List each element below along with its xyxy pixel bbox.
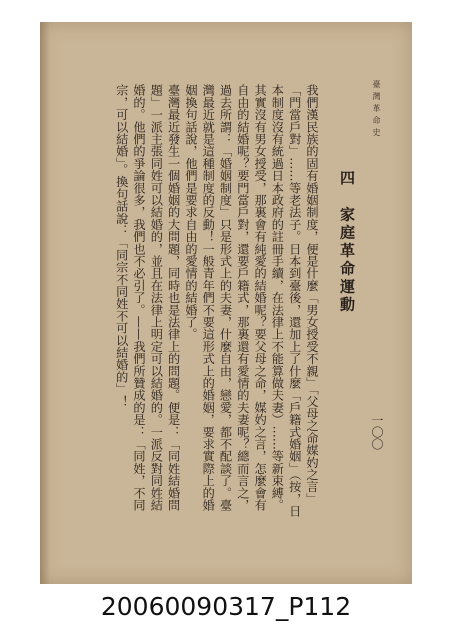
- page-number: 一〇〇: [370, 414, 384, 450]
- section-title: 家庭革命運動: [338, 206, 356, 315]
- book-page: [40, 22, 412, 584]
- section-number: 四: [338, 170, 356, 188]
- paragraph-same-surname-marriage: 臺灣最近發生一個婚姻的大問題，同時也是法律上的問題。便是：「同姓結婚問題」一派主張同姓可以結婚的，並且在法律上明定可以結婚的。一派反對同姓結婚的。他們的爭論很多，我們也不必引了。——我們所贊成的是：「同姓，不同宗，可以結婚」。換句話說：「同宗不同姓不可以結婚的」！: [114, 84, 181, 511]
- image-caption: 20060090317_P112: [100, 592, 352, 621]
- section-heading: [337, 170, 358, 314]
- paragraph-marriage-customs: 我們漢民族的固有婚姻制度，便是什麼「男女授受不親」「父母之命媒妁之言」「門當戶對」……等老法子。日本到臺後，還加上了什麼「戶籍式婚姻」（按，日本制度沒有統過日本政府的註冊手續，在法律上不能算做夫妻）……等新束縛。其實沒有男女授受，那裏會有純愛的結婚呢？要父母之命，媒妁之言，怎麼會有自由的結婚呢？要門當戶對，還要戶籍式，那裏還有愛情的夫妻呢？總而言之，過去所謂：「婚姻制度」只是形式上的夫妻，什麼自由，戀愛，都不配談了。臺灣最近就是這種制度的反動！一般青年們不要這形式上的婚姻，要求實際上的婚姻換句話說，他們是要求自由的愛情的結婚了。: [183, 84, 319, 518]
- binding-shadow: [40, 22, 50, 584]
- running-header: 臺灣革命史: [372, 80, 381, 140]
- body-text: [112, 84, 320, 520]
